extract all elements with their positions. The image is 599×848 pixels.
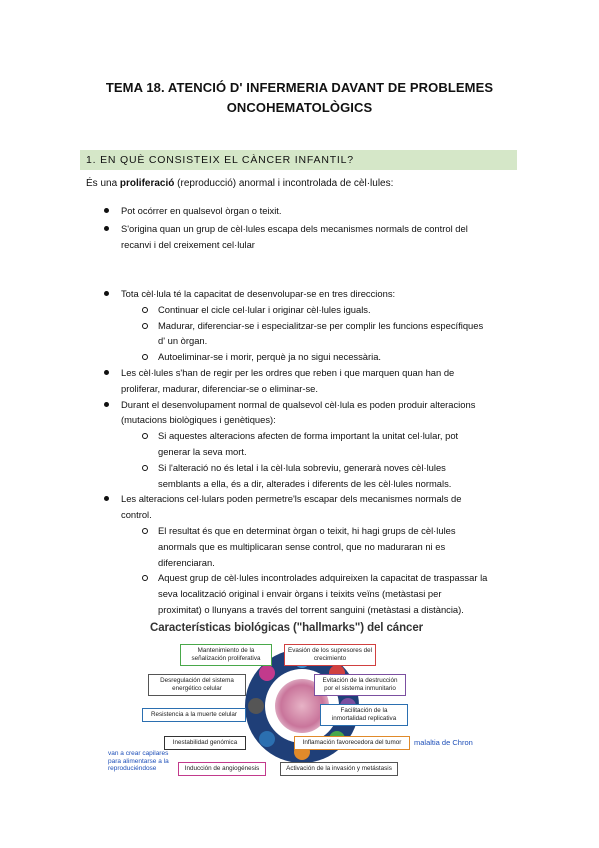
wheel-segment xyxy=(248,698,264,714)
sub-list-item xyxy=(0,349,599,365)
list-item-line: S'origina quan un grup de cèl·lules escapa dels mecanismes normals de control del xyxy=(121,222,468,234)
list-item-line: Pot ocórrer en qualsevol òrgan o teixit. xyxy=(121,205,282,216)
list-item-line: recanvi i del creixement cel·lular xyxy=(121,238,255,250)
bullet-dot-icon xyxy=(104,402,109,407)
list-item-line: Aquest grup de cèl·lules incontrolades adquireixen la capacitat de traspassar la xyxy=(158,572,488,584)
list-item-line: proliferar, madurar, diferenciar-se o eliminar-se. xyxy=(121,382,318,394)
figure-title: Características biológicas ("hallmarks") del cáncer xyxy=(150,622,423,634)
hallmark-box: Facilitación de la inmortalidad replicativa xyxy=(320,704,408,726)
bullet-dot-icon xyxy=(104,208,109,213)
list-item-line: Si l'alteració no és letal i la cèl·lula sobreviu, generarà noves cèl·lules xyxy=(158,461,446,473)
hallmark-box: Inducción de angiogénesis xyxy=(178,762,266,776)
handwritten-note-left: van a crear capilares para alimentarse a la reproduciéndose xyxy=(108,750,169,772)
list-item xyxy=(0,365,599,397)
bullet-dot-icon xyxy=(104,496,109,501)
list-item-line: semblants a ella, és a dir, alterades i diferents de les cèl·lules normals. xyxy=(158,477,452,489)
circle-bullet-icon xyxy=(142,354,148,360)
circle-bullet-icon xyxy=(142,433,148,439)
list-item-line: control. xyxy=(121,509,152,521)
circle-bullet-icon xyxy=(142,528,148,534)
list-item-line: Continuar el cicle cel·lular i originar cèl·lules iguals. xyxy=(158,303,371,315)
list-item-line: d' un òrgan. xyxy=(158,335,208,347)
list-item-line: Madurar, diferenciar-se i especialitzar-se per complir les funcions específiques xyxy=(158,319,484,331)
hallmark-box: Evasión de los supresores del crecimiento xyxy=(284,644,376,666)
circle-bullet-icon xyxy=(142,323,148,329)
hallmark-box: Mantenimiento de la señalización proliferativa xyxy=(180,644,272,666)
circle-bullet-icon xyxy=(142,575,148,581)
list-item-line: proximitat) o llunyans a través del torrent sanguini (metàstasi a distància). xyxy=(158,603,464,615)
circle-bullet-icon xyxy=(142,307,148,313)
sub-list-item xyxy=(0,570,599,617)
list-item-line: Tota cèl·lula té la capacitat de desenvolupar-se en tres direccions: xyxy=(121,288,396,299)
intro-paragraph xyxy=(86,178,393,189)
bullet-dot-icon xyxy=(104,291,109,296)
list-item-line: Les alteracions cel·lulars poden permetre'ls escapar dels mecanismes normals de xyxy=(121,493,462,505)
title-line-1: TEMA 18. ATENCIÓ D' INFERMERIA DAVANT DE PROBLEMES xyxy=(105,80,494,95)
sub-list-item xyxy=(0,428,599,460)
title-line-2: ONCOHEMATOLÒGICS xyxy=(226,100,373,115)
list-item-line: diferenciaran. xyxy=(158,556,215,568)
hallmark-box: Activación de la invasión y metástasis xyxy=(280,762,398,776)
list-item-line: seva localització original i envair òrgans i teixits veïns (metàstasi per xyxy=(158,588,442,600)
intro-text-after: (reproducció) anormal i incontrolada de cèl·lules: xyxy=(174,178,394,189)
list-item xyxy=(0,203,599,219)
bullet-list-a xyxy=(0,203,599,252)
hallmark-box: Inestabilidad genómica xyxy=(164,736,246,750)
list-item-line: anormals que es multiplicaran sense control, que no maduraran ni es xyxy=(158,540,446,552)
list-item-line: Autoeliminar-se i morir, perquè ja no sigui necessària. xyxy=(158,351,382,363)
sub-list-item xyxy=(0,302,599,318)
bullet-dot-icon xyxy=(104,226,109,231)
hallmark-box: Desregulación del sistema energético celular xyxy=(148,674,246,696)
intro-text-before: És una xyxy=(86,178,120,189)
list-item xyxy=(0,286,599,302)
bullet-dot-icon xyxy=(104,370,109,375)
list-item xyxy=(0,491,599,523)
handwritten-note-right: malaltia de Chron xyxy=(414,738,473,747)
list-item xyxy=(0,397,599,429)
wheel-segment xyxy=(259,731,275,747)
list-item-line: (mutacions biològiques i genètiques): xyxy=(121,414,276,426)
sub-list-item xyxy=(0,523,599,570)
bullet-list-b xyxy=(0,286,599,618)
hallmark-box: Evitación de la destrucción por el sistema inmunitario xyxy=(314,674,406,696)
circle-bullet-icon xyxy=(142,465,148,471)
page-title xyxy=(0,78,599,118)
list-item-line: Si aquestes alteracions afecten de forma important la unitat cel·lular, pot xyxy=(158,430,459,442)
intro-bold-term: proliferació xyxy=(119,178,175,189)
sub-list-item xyxy=(0,460,599,492)
hallmark-box: Resistencia a la muerte celular xyxy=(142,708,246,722)
list-item-line: generar la seva mort. xyxy=(158,445,247,457)
wheel-segment xyxy=(259,665,275,681)
sub-list-item xyxy=(0,318,599,350)
list-item xyxy=(0,221,599,253)
list-item-line: El resultat és que en determinat òrgan o teixit, hi hagi grups de cèl·lules xyxy=(158,524,456,536)
hallmark-box: Inflamación favorecedora del tumor xyxy=(294,736,410,750)
list-item-line: Durant el desenvolupament normal de qualsevol cèl·lula es poden produir alteracions xyxy=(121,398,476,410)
section-heading: 1. EN QUÈ CONSISTEIX EL CÀNCER INFANTIL? xyxy=(80,150,517,170)
list-item-line: Les cèl·lules s'han de regir per les ordres que reben i que marquen quan han de xyxy=(121,366,455,378)
hallmarks-figure xyxy=(108,622,508,794)
